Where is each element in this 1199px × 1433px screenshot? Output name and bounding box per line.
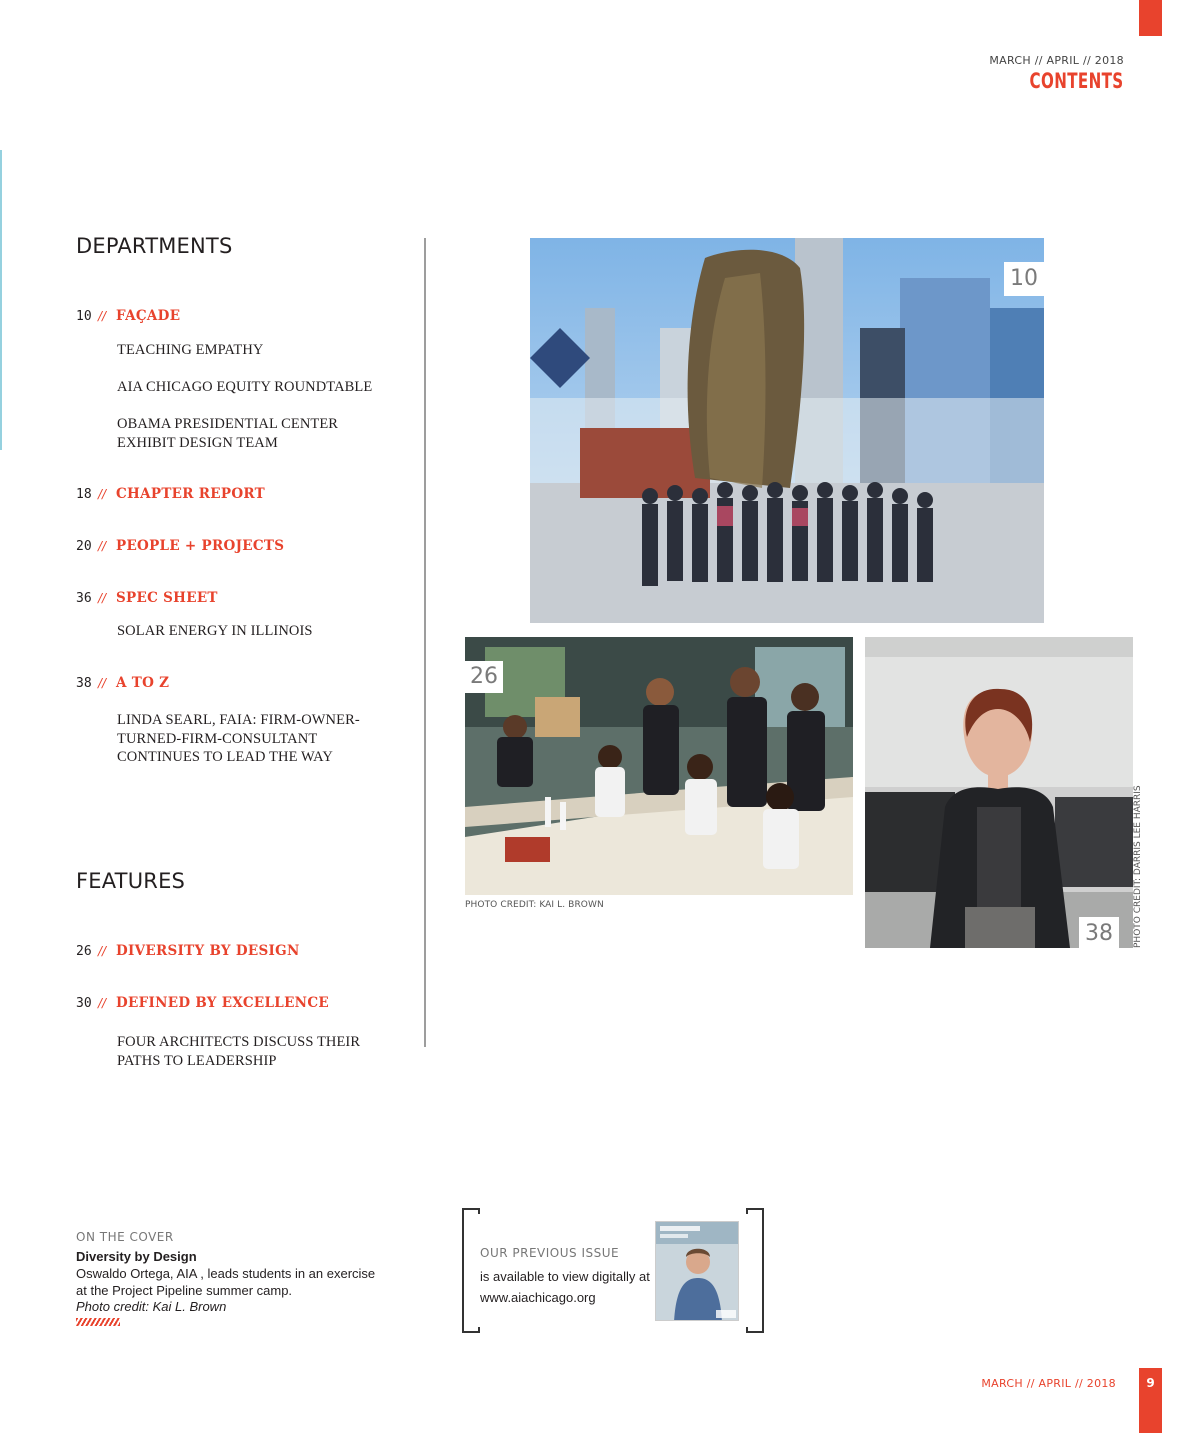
toc-subitem[interactable]: LINDA SEARL, FAIA: FIRM-OWNER- TURNED-FIRM-CONSULTANT CONTINUES TO LEAD THE WAY — [117, 712, 360, 765]
toc-page-number: 36 — [76, 591, 92, 606]
page-number: 9 — [1146, 1376, 1155, 1390]
previous-issue-text[interactable]: is available to view digitally at www.aiachicago.org — [480, 1269, 650, 1305]
photo-sculpture-group[interactable] — [530, 238, 1044, 623]
toc-entry-people-projects[interactable] — [76, 538, 284, 554]
toc-separator: // — [98, 309, 107, 323]
toc-title[interactable]: DIVERSITY BY DESIGN — [116, 943, 300, 959]
bracket-right — [748, 1208, 764, 1333]
page-badge-10: 10 — [1004, 262, 1044, 296]
toc-page-number: 20 — [76, 539, 92, 554]
toc-entry-defined-by-excellence[interactable] — [76, 995, 329, 1011]
page-badge-26: 26 — [465, 661, 503, 693]
bracket-left — [462, 1208, 478, 1333]
page-title: CONTENTS — [1030, 69, 1124, 93]
toc-entry-facade[interactable] — [76, 308, 180, 324]
cover-description: Oswaldo Ortega, AIA , leads students in an exercise at the Project Pipeline summer camp. — [76, 1266, 376, 1298]
toc-title[interactable]: CHAPTER REPORT — [116, 486, 266, 502]
toc-page-number: 38 — [76, 676, 92, 691]
page-edge-line — [0, 150, 2, 450]
toc-title[interactable]: FAÇADE — [116, 308, 181, 324]
toc-entry-diversity-by-design[interactable] — [76, 943, 300, 959]
toc-entry-spec-sheet[interactable] — [76, 590, 218, 606]
toc-title[interactable]: PEOPLE + PROJECTS — [116, 538, 285, 554]
toc-subitem[interactable]: OBAMA PRESIDENTIAL CENTER EXHIBIT DESIGN TEAM — [117, 416, 339, 451]
toc-separator: // — [98, 591, 107, 605]
toc-separator: // — [98, 539, 107, 553]
footer-issue-date: MARCH // APRIL // 2018 — [981, 1377, 1116, 1390]
previous-issue-label: OUR PREVIOUS ISSUE — [480, 1246, 620, 1260]
toc-entry-a-to-z[interactable] — [76, 675, 169, 691]
photo-portrait[interactable] — [865, 637, 1133, 948]
decorative-hatch — [76, 1318, 120, 1326]
toc-separator: // — [98, 944, 107, 958]
previous-issue-thumbnail[interactable] — [655, 1221, 739, 1321]
cover-label: ON THE COVER — [76, 1230, 174, 1244]
cover-photo-credit: Photo credit: Kai L. Brown — [76, 1299, 227, 1314]
toc-page-number: 10 — [76, 309, 92, 324]
toc-subitem[interactable]: SOLAR ENERGY IN ILLINOIS — [117, 623, 313, 639]
column-divider — [424, 238, 426, 1047]
toc-entry-chapter-report[interactable] — [76, 486, 265, 502]
page-badge-38: 38 — [1079, 917, 1119, 951]
toc-title[interactable]: SPEC SHEET — [116, 590, 218, 606]
toc-separator: // — [98, 676, 107, 690]
photo-credit-classroom: PHOTO CREDIT: KAI L. BROWN — [465, 900, 604, 910]
cover-title: Diversity by Design — [76, 1249, 197, 1264]
departments-heading: DEPARTMENTS — [76, 234, 233, 258]
toc-separator: // — [98, 996, 107, 1010]
features-heading: FEATURES — [76, 869, 186, 893]
header-issue-date: MARCH // APRIL // 2018 — [989, 54, 1124, 67]
toc-subitem[interactable]: AIA CHICAGO EQUITY ROUNDTABLE — [117, 379, 373, 395]
toc-subitem[interactable]: FOUR ARCHITECTS DISCUSS THEIR PATHS TO LEADERSHIP — [117, 1034, 361, 1069]
top-red-tab — [1139, 0, 1162, 36]
photo-credit-portrait: PHOTO CREDIT: DARRIS LEE HARRIS — [1133, 785, 1143, 948]
toc-separator: // — [98, 487, 107, 501]
toc-subitem[interactable]: TEACHING EMPATHY — [117, 342, 264, 358]
toc-page-number: 18 — [76, 487, 92, 502]
toc-title[interactable]: DEFINED BY EXCELLENCE — [116, 995, 329, 1011]
toc-title[interactable]: A TO Z — [116, 675, 170, 691]
photo-classroom[interactable] — [465, 637, 853, 895]
toc-page-number: 26 — [76, 944, 92, 959]
toc-page-number: 30 — [76, 996, 92, 1011]
